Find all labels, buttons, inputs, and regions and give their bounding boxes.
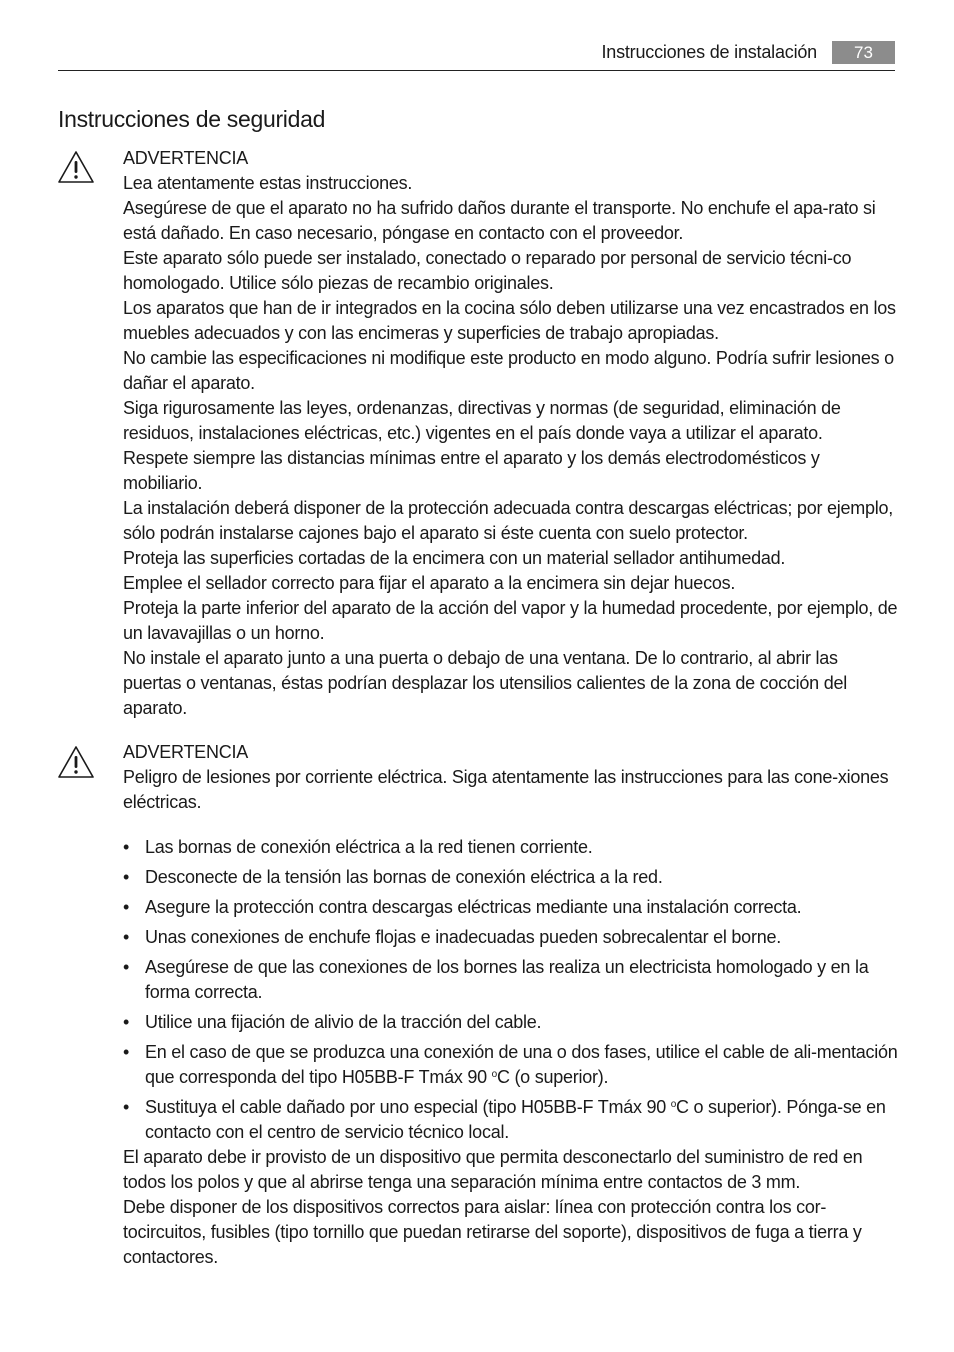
bullet-icon: • xyxy=(123,1012,130,1032)
list-item: • Asegure la protección contra descargas eléctricas mediante una instalación correcta. xyxy=(123,895,898,920)
paragraph: Lea atentamente estas instrucciones. xyxy=(123,173,413,193)
paragraph: No instale el aparato junto a una puerta o debajo de una ventana. De lo contrario, al abrir las puertas o ventanas, éstas podrían desplazar los utensilios calientes de la zona de cocción del aparato. xyxy=(123,648,847,718)
paragraph: Respete siempre las distancias mínimas entre el aparato y los demás electrodomésticos y mobiliario. xyxy=(123,448,820,493)
bullet-icon: • xyxy=(123,957,130,977)
paragraph: Debe disponer de los dispositivos correctos para aislar: línea con protección contra los cor-tocircuitos, fusibles (tipo tornillo que puedan retirarse del soporte), dispositivos de fuga a tierra y contactores. xyxy=(123,1197,862,1267)
warning-triangle-icon xyxy=(57,150,95,184)
paragraph: Peligro de lesiones por corriente eléctrica. Siga atentamente las instrucciones para las cone-xiones eléctricas. xyxy=(123,767,889,812)
paragraph: Emplee el sellador correcto para fijar el aparato a la encimera sin dejar huecos. xyxy=(123,573,736,593)
list-item: • Desconecte de la tensión las bornas de conexión eléctrica a la red. xyxy=(123,865,898,890)
paragraph: Proteja las superficies cortadas de la encimera con un material sellador antihumedad. xyxy=(123,548,786,568)
bullet-icon: • xyxy=(123,867,130,887)
warning-block-1 xyxy=(123,146,898,721)
list-item: • Las bornas de conexión eléctrica a la red tienen corriente. xyxy=(123,835,898,860)
page-number: 73 xyxy=(832,41,895,64)
bullet-icon: • xyxy=(123,927,130,947)
paragraph: Este aparato sólo puede ser instalado, conectado o reparado por personal de servicio técni-co homologado. Utilice sólo piezas de recambio originales. xyxy=(123,248,852,293)
bullet-icon: • xyxy=(123,837,130,857)
page-header xyxy=(58,40,895,71)
warning-label: ADVERTENCIA xyxy=(123,742,248,762)
bullet-icon: • xyxy=(123,1042,130,1062)
warning-label: ADVERTENCIA xyxy=(123,148,248,168)
list-item: • Unas conexiones de enchufe flojas e inadecuadas pueden sobrecalentar el borne. xyxy=(123,925,898,950)
bullet-icon: • xyxy=(123,1097,130,1117)
header-title: Instrucciones de instalación xyxy=(601,42,817,62)
paragraph: La instalación deberá disponer de la protección adecuada contra descargas eléctricas; por ejemplo, sólo podrán instalarse cajones bajo el aparato si éste cuenta con suelo protector. xyxy=(123,498,893,543)
list-item: • En el caso de que se produzca una conexión de una o dos fases, utilice el cable de ali-mentación que corresponda del tipo H05BB-F Tmáx 90 $^o$C (o superior). xyxy=(123,1042,898,1087)
section-title: Instrucciones de seguridad xyxy=(58,106,326,132)
paragraph: Asegúrese de que el aparato no ha sufrido daños durante el transporte. No enchufe el apa-rato si está dañado. En caso necesario, póngase en contacto con el proveedor. xyxy=(123,198,876,243)
paragraph: Proteja la parte inferior del aparato de la acción del vapor y la humedad procedente, por ejemplo, de un lavavajillas o un horno. xyxy=(123,598,898,643)
list-item: • Sustituya el cable dañado por uno especial (tipo H05BB-F Tmáx 90 $^o$C o superior). Pónga-se en contacto con el centro de servicio técnico local. xyxy=(123,1097,886,1142)
warning-block-2 xyxy=(123,740,898,1270)
paragraph: Siga rigurosamente las leyes, ordenanzas, directivas y normas (de seguridad, eliminación de residuos, instalaciones eléctricas, etc.) vigentes en el país donde vaya a utilizar el aparato. xyxy=(123,398,841,443)
paragraph: El aparato debe ir provisto de un dispositivo que permita desconectarlo del suministro de red en todos los polos y que al abrirse tenga una separación mínima entre contactos de 3 mm. xyxy=(123,1147,863,1192)
warning-triangle-icon xyxy=(57,745,95,779)
paragraph: No cambie las especificaciones ni modifique este producto en modo alguno. Podría sufrir lesiones o dañar el aparato. xyxy=(123,348,894,393)
paragraph: Los aparatos que han de ir integrados en la cocina sólo deben utilizarse una vez encastrados en los muebles adecuados y con las encimeras y superficies de trabajo apropiadas. xyxy=(123,298,896,343)
list-item: • Utilice una fijación de alivio de la tracción del cable. xyxy=(123,1010,898,1035)
list-item: • Asegúrese de que las conexiones de los bornes las realiza un electricista homologado y en la forma correcta. xyxy=(123,957,869,1002)
bullet-list xyxy=(123,835,898,1145)
bullet-icon: • xyxy=(123,897,130,917)
